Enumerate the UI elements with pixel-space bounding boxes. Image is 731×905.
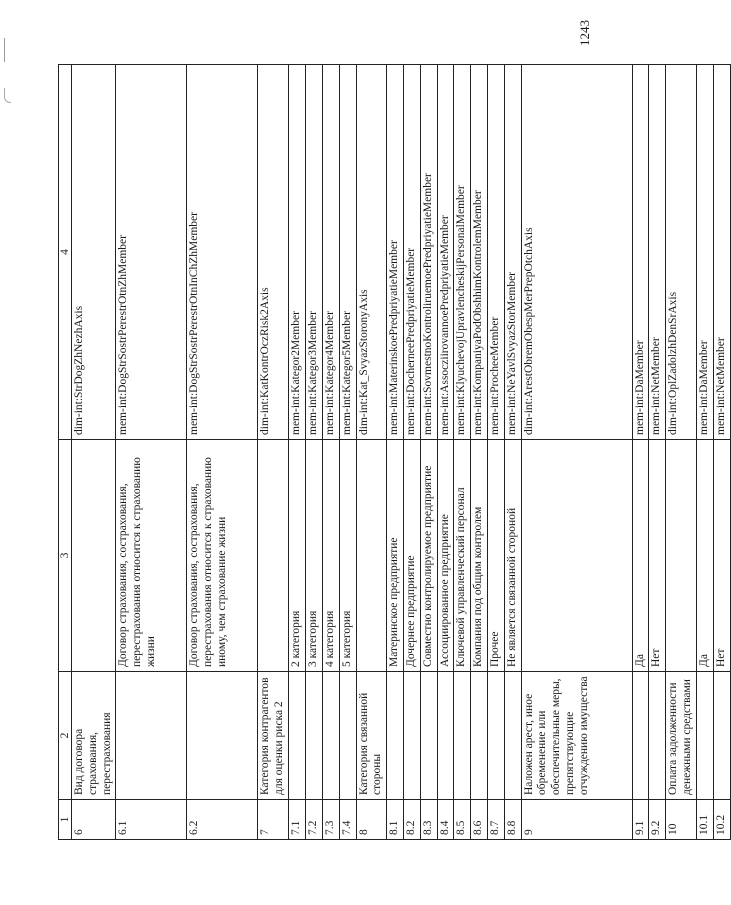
row-number: 9.1 bbox=[632, 800, 649, 840]
row-number: 8.8 bbox=[504, 800, 521, 840]
table-row bbox=[420, 65, 437, 840]
row-description: Компания под общим контролем bbox=[471, 440, 488, 672]
row-code: mem-int:NetMember bbox=[649, 65, 666, 440]
row-code: mem-int:NeYavlSvyazStorMember bbox=[504, 65, 521, 440]
table-row bbox=[437, 65, 454, 840]
row-name: Наложен арест, иное обременение или обеспечительные меры, препятствующие отчуждению имущества bbox=[521, 672, 632, 800]
row-code: dim-int:StrDogZhNezhAxis bbox=[72, 65, 116, 440]
row-description bbox=[666, 440, 697, 672]
row-code: dim-int:Kat_SvyazStoronyAxis bbox=[356, 65, 387, 440]
table-row bbox=[387, 65, 404, 840]
table-row bbox=[632, 65, 649, 840]
taxonomy-table bbox=[58, 64, 731, 840]
row-number: 7.1 bbox=[289, 800, 306, 840]
row-code: mem-int:DaMember bbox=[697, 65, 714, 440]
row-description: Договор страхования, сострахования, перестрахования относится к страхованию иному, чем страхование жизни bbox=[187, 440, 258, 672]
table-row bbox=[403, 65, 420, 840]
row-name: Оплата задолженности денежными средствами bbox=[666, 672, 697, 800]
row-description: 5 категория bbox=[339, 440, 356, 672]
row-description: Материнское предприятие bbox=[387, 440, 404, 672]
row-description: Нет bbox=[713, 440, 730, 672]
table-row bbox=[666, 65, 697, 840]
row-number: 7.4 bbox=[339, 800, 356, 840]
row-code: dim-int:KatKontrOczRisk2Axis bbox=[258, 65, 289, 440]
row-name bbox=[306, 672, 323, 800]
row-name: Вид договора страхования, перестрахования bbox=[72, 672, 116, 800]
row-name bbox=[387, 672, 404, 800]
header-col-2: 2 bbox=[59, 672, 72, 800]
row-description: Да bbox=[697, 440, 714, 672]
table-row bbox=[339, 65, 356, 840]
table-header-row bbox=[59, 65, 72, 840]
row-name bbox=[289, 672, 306, 800]
row-name bbox=[403, 672, 420, 800]
table-row bbox=[116, 65, 187, 840]
row-name bbox=[437, 672, 454, 800]
row-number: 9.2 bbox=[649, 800, 666, 840]
row-number: 8 bbox=[356, 800, 387, 840]
row-number: 9 bbox=[521, 800, 632, 840]
binding-hook-mark bbox=[4, 88, 11, 103]
row-code: mem-int:Kategor3Member bbox=[306, 65, 323, 440]
row-code: mem-int:DaMember bbox=[632, 65, 649, 440]
row-name: Категория связанной стороны bbox=[356, 672, 387, 800]
row-number: 8.1 bbox=[387, 800, 404, 840]
row-name bbox=[487, 672, 504, 800]
row-number: 7 bbox=[258, 800, 289, 840]
row-number: 8.5 bbox=[454, 800, 471, 840]
row-description: 2 категория bbox=[289, 440, 306, 672]
row-number: 8.6 bbox=[471, 800, 488, 840]
header-col-3: 3 bbox=[59, 440, 72, 672]
table-row bbox=[487, 65, 504, 840]
row-description bbox=[356, 440, 387, 672]
row-code: dim-int:ArestObremObespMerPrepOtchAxis bbox=[521, 65, 632, 440]
row-number: 8.4 bbox=[437, 800, 454, 840]
row-code: mem-int:KompaniyaPodObshhimKontrolemMember bbox=[471, 65, 488, 440]
row-description: Да bbox=[632, 440, 649, 672]
row-description: Дочернее предприятие bbox=[403, 440, 420, 672]
row-name: Категория контрагентов для оценки риска 2 bbox=[258, 672, 289, 800]
row-name bbox=[116, 672, 187, 800]
header-col-4: 4 bbox=[59, 65, 72, 440]
row-name bbox=[454, 672, 471, 800]
table-row bbox=[521, 65, 632, 840]
row-code: mem-int:Kategor5Member bbox=[339, 65, 356, 440]
row-code: mem-int:SovmestnoKontroliruemoePredpriyatieMember bbox=[420, 65, 437, 440]
row-description bbox=[72, 440, 116, 672]
row-description: Не является связанной стороной bbox=[504, 440, 521, 672]
row-code: mem-int:DogStrSostrPerestrOtnInChZhMember bbox=[187, 65, 258, 440]
page-number: 1243 bbox=[577, 20, 592, 46]
row-number: 8.2 bbox=[403, 800, 420, 840]
row-code: dim-int:OplZadolzhDenSrAxis bbox=[666, 65, 697, 440]
row-description: 3 категория bbox=[306, 440, 323, 672]
row-description: Договор страхования, сострахования, перестрахования относится к страхованию жизни bbox=[116, 440, 187, 672]
table-row bbox=[306, 65, 323, 840]
row-code: mem-int:DogStrSostrPerestrOtnZhMember bbox=[116, 65, 187, 440]
row-name bbox=[713, 672, 730, 800]
row-name bbox=[504, 672, 521, 800]
table-row bbox=[289, 65, 306, 840]
row-name bbox=[420, 672, 437, 800]
table-row bbox=[322, 65, 339, 840]
row-description: Ассоциированное предприятие bbox=[437, 440, 454, 672]
binding-mark bbox=[4, 38, 5, 62]
row-name bbox=[339, 672, 356, 800]
table-row bbox=[713, 65, 730, 840]
row-number: 10.2 bbox=[713, 800, 730, 840]
row-name bbox=[697, 672, 714, 800]
row-description bbox=[258, 440, 289, 672]
row-description bbox=[521, 440, 632, 672]
row-name bbox=[322, 672, 339, 800]
table-row bbox=[454, 65, 471, 840]
row-number: 10.1 bbox=[697, 800, 714, 840]
row-number: 7.3 bbox=[322, 800, 339, 840]
row-code: mem-int:MaterinskoePredpriyatieMember bbox=[387, 65, 404, 440]
rotated-page-content bbox=[58, 65, 727, 840]
row-description: Совместно контролируемое предприятие bbox=[420, 440, 437, 672]
table-row bbox=[697, 65, 714, 840]
table-row bbox=[258, 65, 289, 840]
row-number: 8.7 bbox=[487, 800, 504, 840]
row-number: 8.3 bbox=[420, 800, 437, 840]
row-name bbox=[632, 672, 649, 800]
table-row bbox=[471, 65, 488, 840]
header-col-1: 1 bbox=[59, 800, 72, 840]
row-description: Нет bbox=[649, 440, 666, 672]
table-row bbox=[356, 65, 387, 840]
table-row bbox=[72, 65, 116, 840]
row-number: 6.1 bbox=[116, 800, 187, 840]
row-number: 6 bbox=[72, 800, 116, 840]
row-number: 7.2 bbox=[306, 800, 323, 840]
row-name bbox=[649, 672, 666, 800]
table-row bbox=[187, 65, 258, 840]
table-row bbox=[649, 65, 666, 840]
row-code: mem-int:Kategor4Member bbox=[322, 65, 339, 440]
row-description: Прочее bbox=[487, 440, 504, 672]
row-code: mem-int:Kategor2Member bbox=[289, 65, 306, 440]
table-row bbox=[504, 65, 521, 840]
row-description: Ключевой управленческий персонал bbox=[454, 440, 471, 672]
row-code: mem-int:NetMember bbox=[713, 65, 730, 440]
row-description: 4 категория bbox=[322, 440, 339, 672]
row-name bbox=[471, 672, 488, 800]
row-code: mem-int:KlyuchevojUpravlencheskijPersonalMember bbox=[454, 65, 471, 440]
row-number: 10 bbox=[666, 800, 697, 840]
row-name bbox=[187, 672, 258, 800]
row-code: mem-int:DocherneePredpriyatieMember bbox=[403, 65, 420, 440]
row-code: mem-int:ProcheeMember bbox=[487, 65, 504, 440]
row-code: mem-int:AssocziirovannoePredpriyatieMember bbox=[437, 65, 454, 440]
row-number: 6.2 bbox=[187, 800, 258, 840]
